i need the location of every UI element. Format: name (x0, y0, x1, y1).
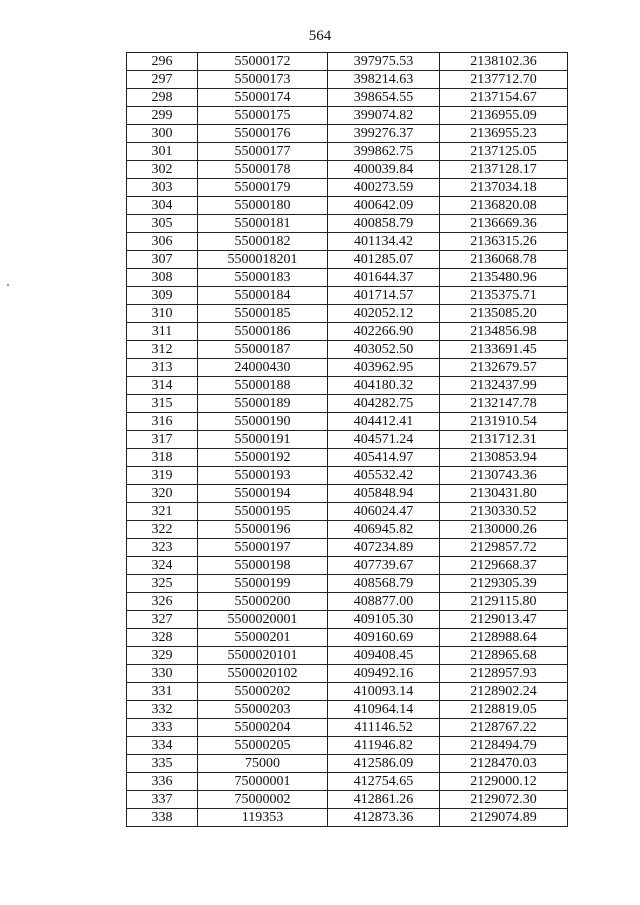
y-coordinate-cell: 2132147.78 (440, 395, 568, 413)
table-row (127, 53, 568, 71)
table-row (127, 341, 568, 359)
point-id-cell: 55000182 (198, 233, 328, 251)
x-coordinate-cell: 400858.79 (328, 215, 440, 233)
table-row (127, 269, 568, 287)
point-id-cell: 55000198 (198, 557, 328, 575)
table-row (127, 683, 568, 701)
point-number-cell: 301 (127, 143, 198, 161)
table-row (127, 107, 568, 125)
point-id-cell: 55000173 (198, 71, 328, 89)
point-id-cell: 55000175 (198, 107, 328, 125)
y-coordinate-cell: 2132437.99 (440, 377, 568, 395)
point-number-cell: 317 (127, 431, 198, 449)
x-coordinate-cell: 404282.75 (328, 395, 440, 413)
x-coordinate-cell: 407739.67 (328, 557, 440, 575)
table-row (127, 359, 568, 377)
y-coordinate-cell: 2137712.70 (440, 71, 568, 89)
point-number-cell: 320 (127, 485, 198, 503)
x-coordinate-cell: 412873.36 (328, 809, 440, 827)
table-row (127, 557, 568, 575)
x-coordinate-cell: 398654.55 (328, 89, 440, 107)
point-id-cell: 55000190 (198, 413, 328, 431)
point-id-cell: 55000188 (198, 377, 328, 395)
page-number: 564 (308, 28, 332, 44)
point-number-cell: 310 (127, 305, 198, 323)
point-id-cell: 55000197 (198, 539, 328, 557)
point-number-cell: 327 (127, 611, 198, 629)
table-row (127, 629, 568, 647)
point-id-cell: 55000202 (198, 683, 328, 701)
table-row (127, 431, 568, 449)
x-coordinate-cell: 406945.82 (328, 521, 440, 539)
y-coordinate-cell: 2128957.93 (440, 665, 568, 683)
coordinates-table (126, 52, 568, 827)
x-coordinate-cell: 405414.97 (328, 449, 440, 467)
point-number-cell: 302 (127, 161, 198, 179)
x-coordinate-cell: 404412.41 (328, 413, 440, 431)
table-row (127, 251, 568, 269)
point-id-cell: 55000201 (198, 629, 328, 647)
y-coordinate-cell: 2131910.54 (440, 413, 568, 431)
point-number-cell: 307 (127, 251, 198, 269)
x-coordinate-cell: 398214.63 (328, 71, 440, 89)
y-coordinate-cell: 2128819.05 (440, 701, 568, 719)
table-row (127, 125, 568, 143)
x-coordinate-cell: 400273.59 (328, 179, 440, 197)
table-row (127, 575, 568, 593)
point-id-cell: 75000002 (198, 791, 328, 809)
table-row (127, 521, 568, 539)
x-coordinate-cell: 408568.79 (328, 575, 440, 593)
x-coordinate-cell: 404180.32 (328, 377, 440, 395)
y-coordinate-cell: 2136955.09 (440, 107, 568, 125)
x-coordinate-cell: 404571.24 (328, 431, 440, 449)
table-row (127, 287, 568, 305)
table-row (127, 467, 568, 485)
point-number-cell: 311 (127, 323, 198, 341)
x-coordinate-cell: 402052.12 (328, 305, 440, 323)
point-number-cell: 328 (127, 629, 198, 647)
y-coordinate-cell: 2129668.37 (440, 557, 568, 575)
y-coordinate-cell: 2137034.18 (440, 179, 568, 197)
y-coordinate-cell: 2128988.64 (440, 629, 568, 647)
point-id-cell: 55000180 (198, 197, 328, 215)
table-row (127, 737, 568, 755)
point-number-cell: 338 (127, 809, 198, 827)
x-coordinate-cell: 401644.37 (328, 269, 440, 287)
y-coordinate-cell: 2129074.89 (440, 809, 568, 827)
x-coordinate-cell: 412861.26 (328, 791, 440, 809)
point-number-cell: 306 (127, 233, 198, 251)
point-id-cell: 5500020001 (198, 611, 328, 629)
x-coordinate-cell: 410093.14 (328, 683, 440, 701)
y-coordinate-cell: 2137125.05 (440, 143, 568, 161)
table-row (127, 323, 568, 341)
point-number-cell: 330 (127, 665, 198, 683)
x-coordinate-cell: 397975.53 (328, 53, 440, 71)
y-coordinate-cell: 2130743.36 (440, 467, 568, 485)
point-id-cell: 55000181 (198, 215, 328, 233)
x-coordinate-cell: 401714.57 (328, 287, 440, 305)
point-id-cell: 55000179 (198, 179, 328, 197)
point-id-cell: 55000178 (198, 161, 328, 179)
point-number-cell: 323 (127, 539, 198, 557)
table-row (127, 233, 568, 251)
y-coordinate-cell: 2130000.26 (440, 521, 568, 539)
table-row (127, 179, 568, 197)
x-coordinate-cell: 401285.07 (328, 251, 440, 269)
scan-speck (7, 284, 9, 286)
point-id-cell: 55000195 (198, 503, 328, 521)
x-coordinate-cell: 406024.47 (328, 503, 440, 521)
x-coordinate-cell: 405848.94 (328, 485, 440, 503)
point-id-cell: 55000193 (198, 467, 328, 485)
point-number-cell: 300 (127, 125, 198, 143)
y-coordinate-cell: 2130431.80 (440, 485, 568, 503)
point-number-cell: 313 (127, 359, 198, 377)
y-coordinate-cell: 2128767.22 (440, 719, 568, 737)
y-coordinate-cell: 2131712.31 (440, 431, 568, 449)
x-coordinate-cell: 405532.42 (328, 467, 440, 485)
y-coordinate-cell: 2129013.47 (440, 611, 568, 629)
y-coordinate-cell: 2129072.30 (440, 791, 568, 809)
table-row (127, 791, 568, 809)
point-id-cell: 55000183 (198, 269, 328, 287)
point-number-cell: 324 (127, 557, 198, 575)
x-coordinate-cell: 403962.95 (328, 359, 440, 377)
point-id-cell: 55000186 (198, 323, 328, 341)
point-id-cell: 55000192 (198, 449, 328, 467)
table-row (127, 377, 568, 395)
x-coordinate-cell: 399276.37 (328, 125, 440, 143)
point-number-cell: 305 (127, 215, 198, 233)
y-coordinate-cell: 2135375.71 (440, 287, 568, 305)
y-coordinate-cell: 2134856.98 (440, 323, 568, 341)
y-coordinate-cell: 2133691.45 (440, 341, 568, 359)
point-number-cell: 316 (127, 413, 198, 431)
point-number-cell: 299 (127, 107, 198, 125)
y-coordinate-cell: 2136820.08 (440, 197, 568, 215)
x-coordinate-cell: 411946.82 (328, 737, 440, 755)
table-row (127, 701, 568, 719)
table-row (127, 71, 568, 89)
table-row (127, 161, 568, 179)
y-coordinate-cell: 2129857.72 (440, 539, 568, 557)
point-id-cell: 55000203 (198, 701, 328, 719)
point-id-cell: 5500018201 (198, 251, 328, 269)
table-row (127, 503, 568, 521)
x-coordinate-cell: 412586.09 (328, 755, 440, 773)
y-coordinate-cell: 2136955.23 (440, 125, 568, 143)
y-coordinate-cell: 2130853.94 (440, 449, 568, 467)
point-number-cell: 326 (127, 593, 198, 611)
point-id-cell: 55000187 (198, 341, 328, 359)
x-coordinate-cell: 411146.52 (328, 719, 440, 737)
point-id-cell: 55000172 (198, 53, 328, 71)
y-coordinate-cell: 2128470.03 (440, 755, 568, 773)
y-coordinate-cell: 2137128.17 (440, 161, 568, 179)
point-number-cell: 337 (127, 791, 198, 809)
table-row (127, 593, 568, 611)
point-number-cell: 297 (127, 71, 198, 89)
point-number-cell: 309 (127, 287, 198, 305)
point-number-cell: 314 (127, 377, 198, 395)
y-coordinate-cell: 2130330.52 (440, 503, 568, 521)
point-id-cell: 55000189 (198, 395, 328, 413)
point-number-cell: 333 (127, 719, 198, 737)
point-number-cell: 336 (127, 773, 198, 791)
y-coordinate-cell: 2132679.57 (440, 359, 568, 377)
point-id-cell: 55000204 (198, 719, 328, 737)
point-number-cell: 322 (127, 521, 198, 539)
table-row (127, 809, 568, 827)
x-coordinate-cell: 400642.09 (328, 197, 440, 215)
table-row (127, 539, 568, 557)
x-coordinate-cell: 407234.89 (328, 539, 440, 557)
point-id-cell: 75000001 (198, 773, 328, 791)
y-coordinate-cell: 2128965.68 (440, 647, 568, 665)
point-number-cell: 303 (127, 179, 198, 197)
point-number-cell: 296 (127, 53, 198, 71)
point-number-cell: 315 (127, 395, 198, 413)
table-row (127, 305, 568, 323)
y-coordinate-cell: 2129115.80 (440, 593, 568, 611)
point-number-cell: 298 (127, 89, 198, 107)
y-coordinate-cell: 2129000.12 (440, 773, 568, 791)
point-number-cell: 308 (127, 269, 198, 287)
point-number-cell: 325 (127, 575, 198, 593)
x-coordinate-cell: 399074.82 (328, 107, 440, 125)
x-coordinate-cell: 409492.16 (328, 665, 440, 683)
x-coordinate-cell: 403052.50 (328, 341, 440, 359)
point-id-cell: 55000176 (198, 125, 328, 143)
point-id-cell: 24000430 (198, 359, 328, 377)
table-row (127, 485, 568, 503)
x-coordinate-cell: 410964.14 (328, 701, 440, 719)
y-coordinate-cell: 2136669.36 (440, 215, 568, 233)
table-row (127, 755, 568, 773)
table-row (127, 143, 568, 161)
coordinates-table-body (127, 53, 568, 827)
table-row (127, 413, 568, 431)
x-coordinate-cell: 409105.30 (328, 611, 440, 629)
y-coordinate-cell: 2128494.79 (440, 737, 568, 755)
y-coordinate-cell: 2128902.24 (440, 683, 568, 701)
point-number-cell: 312 (127, 341, 198, 359)
x-coordinate-cell: 409160.69 (328, 629, 440, 647)
point-number-cell: 331 (127, 683, 198, 701)
point-id-cell: 55000184 (198, 287, 328, 305)
table-row (127, 611, 568, 629)
point-id-cell: 55000185 (198, 305, 328, 323)
x-coordinate-cell: 408877.00 (328, 593, 440, 611)
point-id-cell: 55000174 (198, 89, 328, 107)
x-coordinate-cell: 400039.84 (328, 161, 440, 179)
point-number-cell: 332 (127, 701, 198, 719)
table-row (127, 449, 568, 467)
point-id-cell: 55000191 (198, 431, 328, 449)
table-row (127, 215, 568, 233)
point-id-cell: 55000200 (198, 593, 328, 611)
point-id-cell: 55000177 (198, 143, 328, 161)
point-id-cell: 55000196 (198, 521, 328, 539)
table-row (127, 197, 568, 215)
x-coordinate-cell: 409408.45 (328, 647, 440, 665)
point-id-cell: 55000205 (198, 737, 328, 755)
point-id-cell: 55000199 (198, 575, 328, 593)
point-id-cell: 55000194 (198, 485, 328, 503)
point-number-cell: 334 (127, 737, 198, 755)
point-number-cell: 321 (127, 503, 198, 521)
y-coordinate-cell: 2135480.96 (440, 269, 568, 287)
point-number-cell: 319 (127, 467, 198, 485)
y-coordinate-cell: 2136315.26 (440, 233, 568, 251)
point-id-cell: 5500020101 (198, 647, 328, 665)
table-row (127, 773, 568, 791)
x-coordinate-cell: 401134.42 (328, 233, 440, 251)
point-id-cell: 75000 (198, 755, 328, 773)
table-row (127, 395, 568, 413)
table-row (127, 665, 568, 683)
point-number-cell: 335 (127, 755, 198, 773)
point-number-cell: 318 (127, 449, 198, 467)
table-row (127, 89, 568, 107)
point-id-cell: 5500020102 (198, 665, 328, 683)
y-coordinate-cell: 2137154.67 (440, 89, 568, 107)
y-coordinate-cell: 2135085.20 (440, 305, 568, 323)
table-row (127, 647, 568, 665)
x-coordinate-cell: 412754.65 (328, 773, 440, 791)
y-coordinate-cell: 2129305.39 (440, 575, 568, 593)
point-id-cell: 119353 (198, 809, 328, 827)
y-coordinate-cell: 2136068.78 (440, 251, 568, 269)
y-coordinate-cell: 2138102.36 (440, 53, 568, 71)
point-number-cell: 329 (127, 647, 198, 665)
x-coordinate-cell: 402266.90 (328, 323, 440, 341)
table-row (127, 719, 568, 737)
point-number-cell: 304 (127, 197, 198, 215)
x-coordinate-cell: 399862.75 (328, 143, 440, 161)
